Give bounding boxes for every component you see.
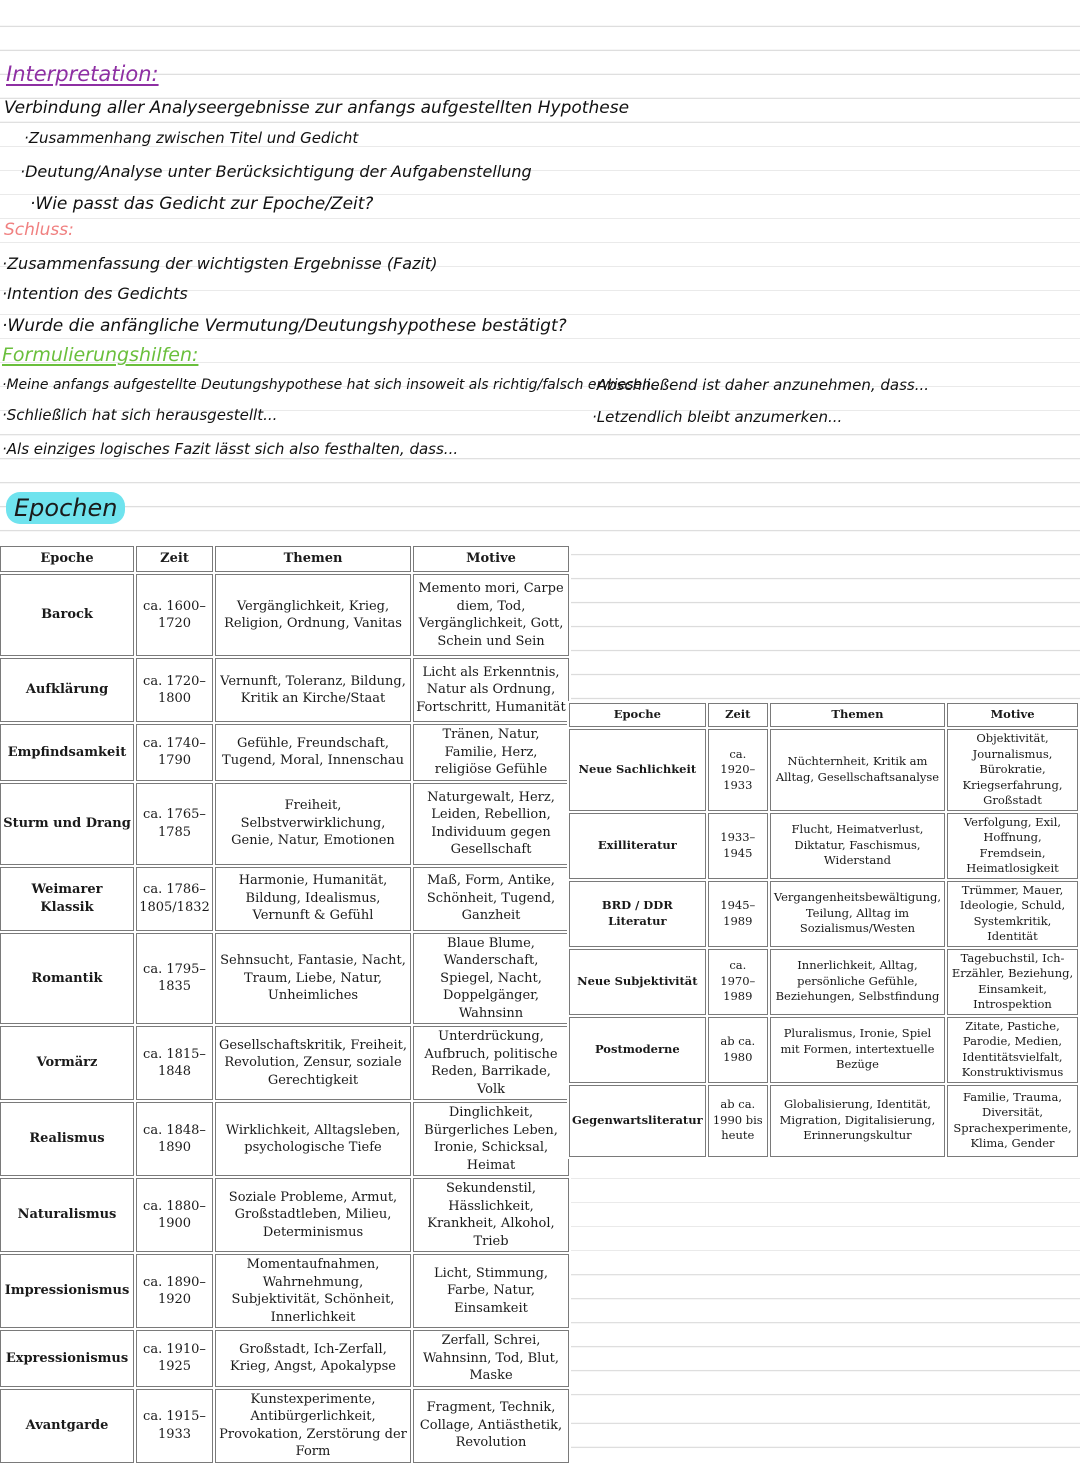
schluss-point: ·Intention des Gedichts	[2, 284, 188, 303]
themen-cell: Vernunft, Toleranz, Bildung, Kritik an Kirche/Staat	[215, 658, 411, 722]
header-themen: Themen	[215, 546, 411, 572]
epoche-cell: Empfindsamkeit	[0, 724, 134, 781]
themen-cell: Vergänglichkeit, Krieg, Religion, Ordnung, Vanitas	[215, 574, 411, 656]
themen-cell: Harmonie, Humanität, Bildung, Idealismus, Vernunft & Gefühl	[215, 867, 411, 931]
motive-cell: Sekundenstil, Hässlichkeit, Krankheit, Alkohol, Trieb	[413, 1178, 569, 1252]
epoche-cell: Realismus	[0, 1102, 134, 1176]
epoche-cell: Avantgarde	[0, 1389, 134, 1463]
epoche-cell: Weimarer Klassik	[0, 867, 134, 931]
themen-cell: Vergangenheitsbewältigung, Teilung, Alltag im Sozialismus/Westen	[770, 881, 945, 947]
themen-cell: Momentaufnahmen, Wahrnehmung, Subjektivität, Schönheit, Innerlichkeit	[215, 1254, 411, 1328]
epoche-cell: Exilliteratur	[569, 813, 706, 879]
epoche-cell: Gegenwartsliteratur	[569, 1085, 706, 1157]
table-row	[0, 1389, 569, 1463]
epoche-cell: Barock	[0, 574, 134, 656]
epoche-cell: BRD / DDR Literatur	[569, 881, 706, 947]
schluss-heading: Schluss:	[4, 220, 74, 240]
table-row	[569, 813, 1078, 879]
motive-cell: Verfolgung, Exil, Hoffnung, Fremdsein, Heimatlosigkeit	[947, 813, 1078, 879]
header-themen: Themen	[770, 703, 945, 727]
epoche-cell: Postmoderne	[569, 1017, 706, 1083]
table-row	[569, 881, 1078, 947]
epoche-cell: Sturm und Drang	[0, 783, 134, 865]
header-motive: Motive	[947, 703, 1078, 727]
schluss-point: ·Wurde die anfängliche Vermutung/Deutungshypothese bestätigt?	[2, 316, 567, 336]
themen-cell: Pluralismus, Ironie, Spiel mit Formen, intertextuelle Bezüge	[770, 1017, 945, 1083]
zeit-cell: 1933–1945	[708, 813, 768, 879]
zeit-cell: ab ca. 1980	[708, 1017, 768, 1083]
zeit-cell: ca. 1915–1933	[136, 1389, 213, 1463]
motive-cell: Zitate, Pastiche, Parodie, Medien, Identitätsvielfalt, Konstruktivismus	[947, 1017, 1078, 1083]
themen-cell: Freiheit, Selbstverwirklichung, Genie, Natur, Emotionen	[215, 783, 411, 865]
zeit-cell: ca. 1740–1790	[136, 724, 213, 781]
table-row	[0, 1178, 569, 1252]
table-row	[0, 658, 569, 722]
formulierung-heading: Formulierungshilfen:	[2, 344, 199, 366]
themen-cell: Flucht, Heimatverlust, Diktatur, Faschismus, Widerstand	[770, 813, 945, 879]
motive-cell: Dinglichkeit, Bürgerliches Leben, Ironie, Schicksal, Heimat	[413, 1102, 569, 1176]
themen-cell: Sehnsucht, Fantasie, Nacht, Traum, Liebe, Natur, Unheimliches	[215, 933, 411, 1025]
zeit-cell: ca. 1920–1933	[708, 729, 768, 811]
motive-cell: Unterdrückung, Aufbruch, politische Reden, Barrikade, Volk	[413, 1026, 569, 1100]
motive-cell: Maß, Form, Antike, Schönheit, Tugend, Ganzheit	[413, 867, 569, 931]
formulierung-left: ·Meine anfangs aufgestellte Deutungshypothese hat sich insoweit als richtig/falsch erwiesen...	[2, 377, 665, 393]
epochen-table-left	[0, 544, 571, 1465]
table-row	[569, 949, 1078, 1015]
epoche-cell: Aufklärung	[0, 658, 134, 722]
epoche-cell: Expressionismus	[0, 1330, 134, 1387]
zeit-cell: ca. 1815–1848	[136, 1026, 213, 1100]
interpretation-point: ·Zusammenhang zwischen Titel und Gedicht	[24, 129, 359, 147]
interpretation-point: ·Wie passt das Gedicht zur Epoche/Zeit?	[30, 194, 374, 214]
header-zeit: Zeit	[136, 546, 213, 572]
motive-cell: Licht, Stimmung, Farbe, Natur, Einsamkeit	[413, 1254, 569, 1328]
motive-cell: Familie, Trauma, Diversität, Sprachexperimente, Klima, Gender	[947, 1085, 1078, 1157]
themen-cell: Nüchternheit, Kritik am Alltag, Gesellschaftsanalyse	[770, 729, 945, 811]
zeit-cell: ca. 1848–1890	[136, 1102, 213, 1176]
interpretation-intro: Verbindung aller Analyseergebnisse zur anfangs aufgestellten Hypothese	[4, 98, 630, 118]
table-row	[0, 724, 569, 781]
header-epoche: Epoche	[0, 546, 134, 572]
zeit-cell: ca. 1795–1835	[136, 933, 213, 1025]
themen-cell: Innerlichkeit, Alltag, persönliche Gefühle, Beziehungen, Selbstfindung	[770, 949, 945, 1015]
motive-cell: Trümmer, Mauer, Ideologie, Schuld, Systemkritik, Identität	[947, 881, 1078, 947]
table-row	[0, 867, 569, 931]
table-row	[0, 1254, 569, 1328]
motive-cell: Licht als Erkenntnis, Natur als Ordnung, Fortschritt, Humanität	[413, 658, 569, 722]
epochen-table-right	[567, 701, 1080, 1159]
themen-cell: Großstadt, Ich-Zerfall, Krieg, Angst, Apokalypse	[215, 1330, 411, 1387]
table-row	[0, 933, 569, 1025]
formulierung-right: ·Abschließend ist daher anzunehmen, dass...	[592, 376, 930, 394]
zeit-cell: ca. 1910–1925	[136, 1330, 213, 1387]
zeit-cell: ca. 1890–1920	[136, 1254, 213, 1328]
table-row	[0, 574, 569, 656]
motive-cell: Tagebuchstil, Ich-Erzähler, Beziehung, Einsamkeit, Introspektion	[947, 949, 1078, 1015]
zeit-cell: ca. 1600–1720	[136, 574, 213, 656]
interpretation-heading: Interpretation:	[6, 62, 159, 86]
themen-cell: Soziale Probleme, Armut, Großstadtleben, Milieu, Determinismus	[215, 1178, 411, 1252]
zeit-cell: ca. 1786–1805/1832	[136, 867, 213, 931]
table-row	[569, 729, 1078, 811]
table-row	[569, 1017, 1078, 1083]
table-row	[0, 783, 569, 865]
table-row	[569, 1085, 1078, 1157]
zeit-cell: 1945–1989	[708, 881, 768, 947]
table-row	[0, 1026, 569, 1100]
motive-cell: Naturgewalt, Herz, Leiden, Rebellion, Individuum gegen Gesellschaft	[413, 783, 569, 865]
themen-cell: Gefühle, Freundschaft, Tugend, Moral, Innenschau	[215, 724, 411, 781]
zeit-cell: ca. 1970–1989	[708, 949, 768, 1015]
zeit-cell: ca. 1880–1900	[136, 1178, 213, 1252]
epoche-cell: Vormärz	[0, 1026, 134, 1100]
epoche-cell: Neue Sachlichkeit	[569, 729, 706, 811]
motive-cell: Memento mori, Carpe diem, Tod, Vergänglichkeit, Gott, Schein und Sein	[413, 574, 569, 656]
epoche-cell: Impressionismus	[0, 1254, 134, 1328]
themen-cell: Globalisierung, Identität, Migration, Digitalisierung, Erinnerungskultur	[770, 1085, 945, 1157]
table-row	[0, 1102, 569, 1176]
motive-cell: Objektivität, Journalismus, Bürokratie, Kriegserfahrung, Großstadt	[947, 729, 1078, 811]
table-row	[0, 1330, 569, 1387]
header-motive: Motive	[413, 546, 569, 572]
formulierung-right: ·Letzendlich bleibt anzumerken...	[592, 408, 843, 426]
interpretation-point: ·Deutung/Analyse unter Berücksichtigung der Aufgabenstellung	[20, 162, 532, 181]
schluss-point: ·Zusammenfassung der wichtigsten Ergebnisse (Fazit)	[2, 254, 438, 273]
motive-cell: Tränen, Natur, Familie, Herz, religiöse Gefühle	[413, 724, 569, 781]
epochen-title: Epochen	[6, 492, 125, 524]
formulierung-left: ·Als einziges logisches Fazit lässt sich also festhalten, dass...	[2, 440, 459, 458]
epoche-cell: Neue Subjektivität	[569, 949, 706, 1015]
motive-cell: Zerfall, Schrei, Wahnsinn, Tod, Blut, Maske	[413, 1330, 569, 1387]
epoche-cell: Naturalismus	[0, 1178, 134, 1252]
zeit-cell: ca. 1720–1800	[136, 658, 213, 722]
themen-cell: Wirklichkeit, Alltagsleben, psychologische Tiefe	[215, 1102, 411, 1176]
header-epoche: Epoche	[569, 703, 706, 727]
themen-cell: Kunstexperimente, Antibürgerlichkeit, Provokation, Zerstörung der Form	[215, 1389, 411, 1463]
zeit-cell: ab ca. 1990 bis heute	[708, 1085, 768, 1157]
zeit-cell: ca. 1765–1785	[136, 783, 213, 865]
epoche-cell: Romantik	[0, 933, 134, 1025]
themen-cell: Gesellschaftskritik, Freiheit, Revolution, Zensur, soziale Gerechtigkeit	[215, 1026, 411, 1100]
header-zeit: Zeit	[708, 703, 768, 727]
motive-cell: Fragment, Technik, Collage, Antiästhetik, Revolution	[413, 1389, 569, 1463]
formulierung-left: ·Schließlich hat sich herausgestellt...	[2, 406, 278, 424]
motive-cell: Blaue Blume, Wanderschaft, Spiegel, Nacht, Doppelgänger, Wahnsinn	[413, 933, 569, 1025]
